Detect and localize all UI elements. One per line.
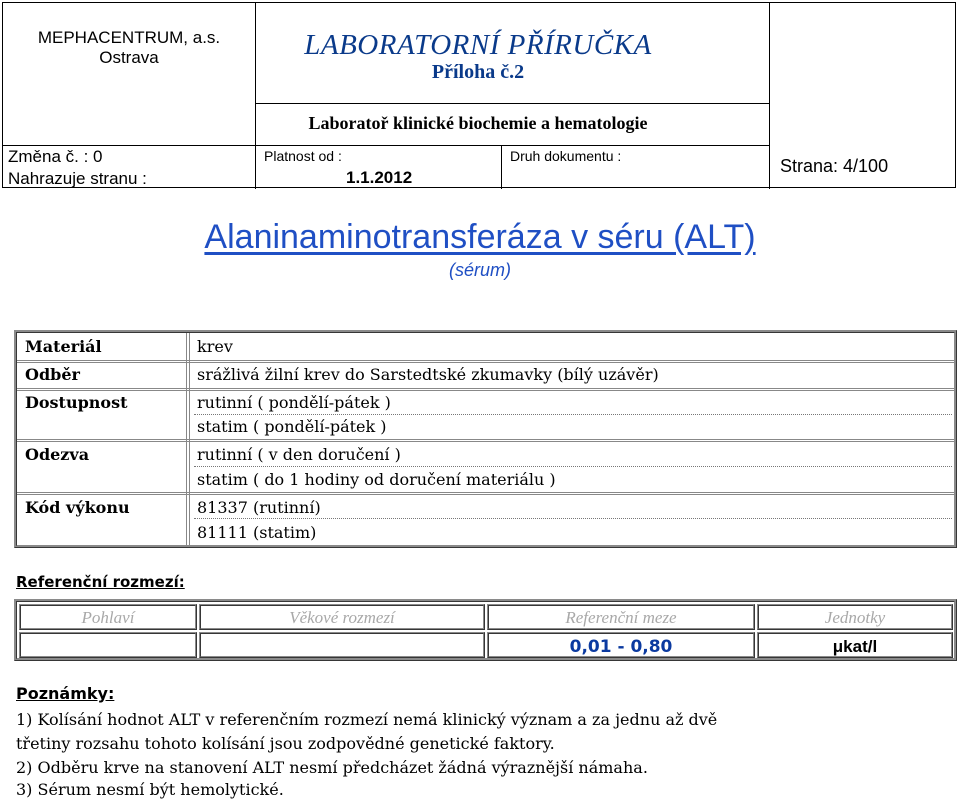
col-header-sex: Pohlaví [19, 604, 197, 630]
replaces-page: Nahrazuje stranu : [8, 169, 147, 188]
row-separator [17, 360, 954, 363]
row-separator [17, 388, 954, 391]
reference-table [14, 599, 957, 661]
cell-limits: 0,01 - 0,80 [487, 632, 755, 658]
col-header-limits: Referenční meze [487, 604, 755, 630]
dotted-separator [194, 466, 952, 467]
collection-label: Odběr [25, 365, 80, 384]
notes-heading: Poznámky: [16, 684, 115, 703]
reference-heading: Referenční rozmezí: [16, 573, 185, 591]
validity-label: Platnost od : [264, 148, 342, 164]
note-line: třetiny rozsahu tohoto kolísání jsou zodpovědné genetické faktory. [16, 734, 555, 753]
col-header-age: Věkové rozmezí [199, 604, 485, 630]
cell-age [199, 632, 485, 658]
change-number: Změna č. : 0 [8, 147, 103, 166]
availability-value-statim: statim ( pondělí-pátek ) [197, 417, 387, 436]
material-value: krev [197, 337, 233, 356]
collection-value: srážlivá žilní krev do Sarstedtské zkumavky (bílý uzávěr) [197, 365, 659, 384]
row-separator [17, 492, 954, 495]
manual-title: LABORATORNÍ PŘÍRUČKA [304, 29, 652, 61]
material-label: Materiál [25, 337, 102, 356]
info-table [14, 330, 957, 548]
company-line: MEPHACENTRUM, a.s. [37, 28, 221, 47]
attachment-label: Příloha č.2 [431, 61, 525, 83]
note-line: 2) Odběru krve na stanovení ALT nesmí předcházet žádná výraznější námaha. [16, 758, 648, 777]
availability-value-routine: rutinní ( pondělí-pátek ) [197, 393, 391, 412]
company-city: Ostrava [99, 48, 159, 67]
cell-sex [19, 632, 197, 658]
doc-type-label: Druh dokumentu : [510, 148, 622, 164]
department-name: Laboratoř klinické biochemie a hematologie [308, 113, 648, 133]
header-divider [769, 3, 770, 189]
col-header-units: Jednotky [757, 604, 953, 630]
test-title: Alaninaminotransferáza v séru (ALT) [204, 218, 756, 256]
dotted-separator [194, 518, 952, 519]
note-line: 1) Kolísání hodnot ALT v referenčním rozmezí nemá klinický význam a za jednu až dvě [16, 710, 718, 729]
test-subtitle: (sérum) [449, 260, 511, 280]
header-divider [501, 145, 502, 189]
response-value-routine: rutinní ( v den doručení ) [197, 445, 401, 464]
cell-units: μkat/l [757, 632, 953, 658]
dotted-separator [194, 414, 952, 415]
response-label: Odezva [25, 445, 90, 464]
company-name [4, 28, 254, 68]
note-line: 3) Sérum nesmí být hemolytické. [16, 780, 284, 799]
header-divider [255, 103, 769, 104]
header-divider [255, 3, 256, 189]
validity-date: 1.1.2012 [346, 168, 413, 187]
code-value-statim: 81111 (statim) [197, 523, 317, 542]
header-divider [3, 145, 769, 146]
row-separator [17, 439, 954, 442]
page-number: Strana: 4/100 [780, 156, 889, 176]
code-label: Kód výkonu [25, 498, 130, 517]
code-value-routine: 81337 (rutinní) [197, 498, 321, 517]
availability-label: Dostupnost [25, 393, 128, 412]
response-value-statim: statim ( do 1 hodiny od doručení materiálu ) [197, 470, 556, 489]
